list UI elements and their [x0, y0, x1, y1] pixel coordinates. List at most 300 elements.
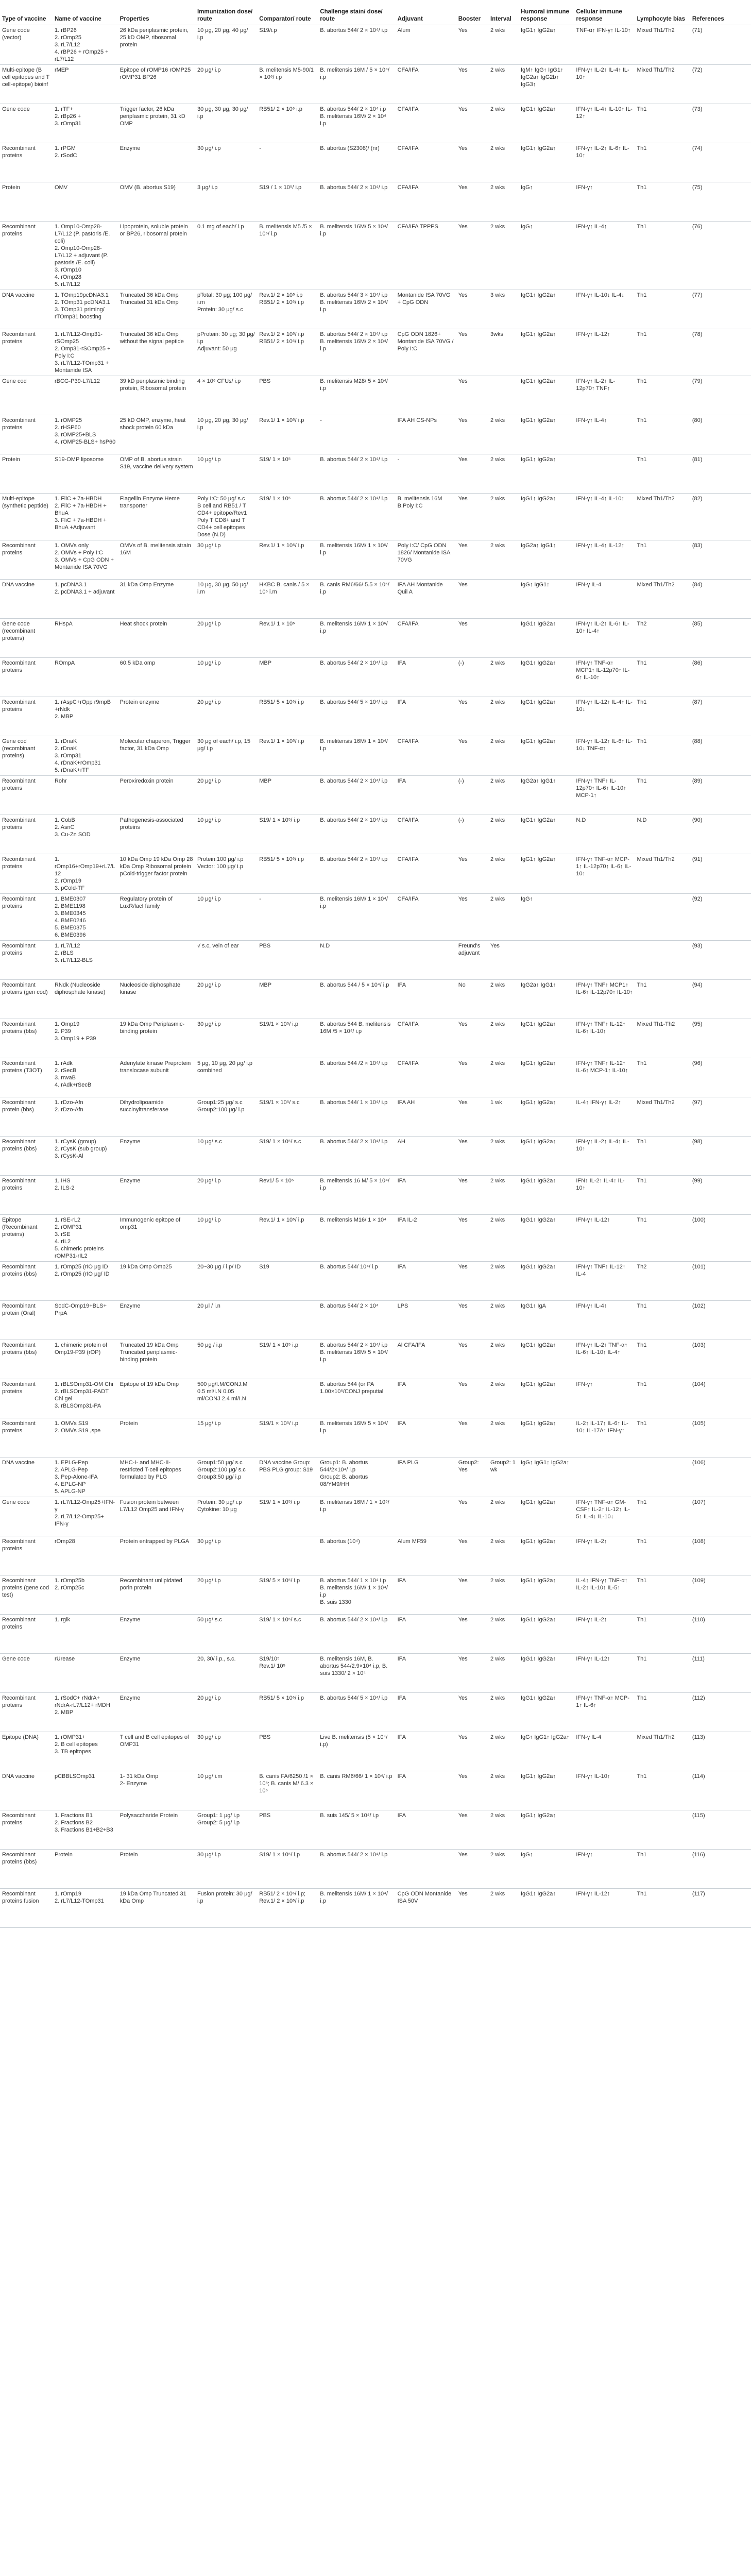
table-cell: Mixed Th1-Th2	[635, 1019, 690, 1058]
table-cell: (90)	[690, 815, 751, 854]
table-cell: Th1	[635, 1176, 690, 1215]
table-row	[0, 1497, 751, 1536]
table-cell: Regulatory protein of LuxR/lacI family	[118, 894, 195, 941]
table-cell: (105)	[690, 1418, 751, 1458]
table-cell: Recombinant protein (Oral)	[0, 1301, 53, 1340]
table-cell: 1. BME0307 2. BME1198 3. BME0345 4. BME0246 5. BME0375 6. BME0396	[53, 894, 118, 941]
column-header: Properties	[118, 0, 195, 25]
table-cell: B. canis RM6/66/ 1 × 10⁴/ i.p	[318, 1771, 395, 1810]
table-cell: CFA/IFA	[396, 815, 456, 854]
table-cell: Protein enzyme	[118, 697, 195, 736]
table-cell: 20 μg/ i.p	[195, 1176, 257, 1215]
table-cell: CFA/IFA TPPPS	[396, 222, 456, 290]
table-cell: IFN-γ IL-4	[574, 1732, 635, 1771]
table-cell: 500 μg/I.M/CONJ.M 0.5 ml/I.N 0.05 ml/CONJ 2.4 ml/I.N	[195, 1379, 257, 1418]
table-cell: Yes	[456, 1340, 488, 1379]
table-cell: Rev.1/ 1 × 10⁵	[257, 619, 318, 658]
table-row	[0, 980, 751, 1019]
table-cell: Alum MF59	[396, 1536, 456, 1575]
table-cell: -	[257, 894, 318, 941]
table-cell: B. melitensis 16M / 1 × 10⁵/ i.p	[318, 1497, 395, 1536]
table-cell: T cell and B cell epitopes of OMP31	[118, 1732, 195, 1771]
table-cell: IgG↑ IgG1↑ IgG2a↑	[519, 1732, 574, 1771]
table-cell: B. melitensis 16M/ 1 × 10⁴/ i.p	[318, 1889, 395, 1928]
table-cell: (73)	[690, 104, 751, 143]
table-cell: (103)	[690, 1340, 751, 1379]
table-cell: Protein:100 μg/ i.p Vector: 100 μg/ i.p	[195, 854, 257, 894]
table-cell: 30 μg, 30 μg, 30 μg/ i.p	[195, 104, 257, 143]
table-cell: Recombinant unlipidated porin protein	[118, 1575, 195, 1615]
table-cell: Th1	[635, 658, 690, 697]
table-cell: 1. pcDNA3.1 2. pcDNA3.1 + adjuvant	[53, 580, 118, 619]
table-cell: Yes	[456, 454, 488, 494]
table-cell: Group2: Yes	[456, 1458, 488, 1497]
table-cell: Recombinant proteins	[0, 1418, 53, 1458]
table-cell: Epitope (DNA)	[0, 1732, 53, 1771]
table-cell: IgG2a↑ IgG1↑	[519, 540, 574, 580]
table-cell: IgG1↑ IgG2a↑	[519, 1654, 574, 1693]
table-cell: N.D	[635, 815, 690, 854]
table-row	[0, 815, 751, 854]
table-cell: IFN-γ↑ IL-10↑	[574, 1771, 635, 1810]
table-cell: Th1	[635, 143, 690, 182]
table-cell: 1. rSE-rL2 2. rOMP31 3. rSE 4. rIL2 5. chimeric proteins rOMP31-rIL2	[53, 1215, 118, 1262]
table-cell: pCBBLSOmp31	[53, 1771, 118, 1810]
table-cell: 19 kDa Omp Periplasmic-binding protein	[118, 1019, 195, 1058]
table-cell	[574, 1810, 635, 1850]
table-cell: 30 μg/ i.p	[195, 540, 257, 580]
column-header: References	[690, 0, 751, 25]
table-cell: 2 wks	[488, 415, 519, 454]
table-cell: Recombinant proteins	[0, 329, 53, 376]
table-cell: rBCG-P39-L7/L12	[53, 376, 118, 415]
table-cell: 1. rL7/L12 2. rBLS 3. rL7/L12-BLS	[53, 941, 118, 980]
table-cell: 2 wks	[488, 980, 519, 1019]
table-row	[0, 1654, 751, 1693]
table-cell: IgG1↑ IgG2a↑	[519, 1058, 574, 1097]
table-cell: S19/ 1 × 10⁵/ i.p	[257, 1850, 318, 1889]
table-cell: DNA vaccine	[0, 290, 53, 329]
table-cell: 2 wks	[488, 1810, 519, 1850]
table-cell: B. abortus 544/ 5 × 10⁴/ i.p	[318, 697, 395, 736]
table-cell: IFN-γ↑ TNF↑ IL-12↑ IL-6↑ MCP-1↑ IL-10↑	[574, 1058, 635, 1097]
table-cell: IFA	[396, 1654, 456, 1693]
table-cell: IgG1↑ IgG2a↑	[519, 1097, 574, 1137]
table-cell: Protein	[0, 182, 53, 222]
table-cell: B. abortus 544/ 3 × 10⁴/ i.p B. melitensis 16M/ 2 × 10⁴/ i.p	[318, 290, 395, 329]
table-cell: IFA	[396, 1693, 456, 1732]
table-cell: B. abortus 544/ 2 × 10⁴/ i.p B. melitensis 16M/ 2 × 10⁴/ i.p	[318, 329, 395, 376]
table-cell: MBP	[257, 980, 318, 1019]
table-cell: IgG1↑ IgG2a↑	[519, 376, 574, 415]
table-row	[0, 580, 751, 619]
table-cell: 0.1 mg of each/ i.p	[195, 222, 257, 290]
table-cell: 1. rL7/L12-Omp25+IFN-γ 2. rL7/L12-Omp25+ IFN-γ	[53, 1497, 118, 1536]
table-cell: 10 μg/ i.m	[195, 1771, 257, 1810]
table-cell: SodC-Omp19+BLS+ PrpA	[53, 1301, 118, 1340]
table-cell: (82)	[690, 494, 751, 540]
table-cell: 1. rSodC+ rNdrA+ rNdrA-rL7/L12+ rMDH 2. MBP	[53, 1693, 118, 1732]
table-cell	[635, 1458, 690, 1497]
table-cell: 20~30 μg / i.p/ ID	[195, 1262, 257, 1301]
table-row	[0, 1889, 751, 1928]
table-cell: IFA	[396, 1810, 456, 1850]
table-cell	[519, 941, 574, 980]
table-cell: 1. rOmp19 2. rL7/L12-TOmp31	[53, 1889, 118, 1928]
table-cell: Th1	[635, 1340, 690, 1379]
table-cell: 20 μg/ i.p	[195, 65, 257, 104]
table-cell: 20, 30/ i.p., s.c.	[195, 1654, 257, 1693]
table-cell: Gene code	[0, 104, 53, 143]
table-row	[0, 143, 751, 182]
table-cell: 60.5 kDa omp	[118, 658, 195, 697]
table-cell: Mixed Th1/Th2	[635, 1732, 690, 1771]
table-cell: IgM↑ IgG↑ IgG1↑ IgG2a↑ IgG2b↑ IgG3↑	[519, 65, 574, 104]
table-cell: Recombinant proteins (bbs)	[0, 1019, 53, 1058]
table-cell: -	[396, 454, 456, 494]
table-cell: Th1	[635, 222, 690, 290]
table-cell: 2 wks	[488, 1850, 519, 1889]
table-cell: 1. Fractions B1 2. Fractions B2 3. Fractions B1+B2+B3	[53, 1810, 118, 1850]
table-cell: 30 μg/ i.p	[195, 143, 257, 182]
table-cell: Recombinant proteins	[0, 222, 53, 290]
table-cell: Recombinant proteins	[0, 815, 53, 854]
table-cell: IFA	[396, 1771, 456, 1810]
table-row	[0, 1215, 751, 1262]
table-cell: 20 μg/ i.p	[195, 980, 257, 1019]
table-cell: 1. rL7/L12-Omp31-rSOmp25 2. Omp31-rSOmp25 + Poly I:C 3. rL7/L12-TOmp31 + Montanide ISA	[53, 329, 118, 376]
table-cell: RNdk (Nucleoside diphosphate kinase)	[53, 980, 118, 1019]
table-row	[0, 454, 751, 494]
table-cell: Poly I:C: 50 μg/ s.c B cell and RB51 / T CD4+ epitope/Rev1 Poly T CD8+ and T CD4+ cell epitopes Dose (N.D)	[195, 494, 257, 540]
table-cell: Truncated 19 kDa Omp Truncated periplasmic-binding protein	[118, 1340, 195, 1379]
table-cell: 1. rCysK (group) 2. rCysK (sub group) 3. rCysK-Al	[53, 1137, 118, 1176]
column-header: Immunization dose/ route	[195, 0, 257, 25]
table-cell: B. abortus 544/ 2 × 10⁴/ i.p	[318, 1137, 395, 1176]
table-cell: Yes	[456, 104, 488, 143]
table-cell: Yes	[456, 1810, 488, 1850]
table-row	[0, 1732, 751, 1771]
table-cell: B. melitensis 16M/ 5 × 10⁴/ i.p	[318, 1418, 395, 1458]
table-cell: Adenylate kinase Preprotein translocase subunit	[118, 1058, 195, 1097]
table-cell: 3wks	[488, 329, 519, 376]
table-row	[0, 697, 751, 736]
table-cell: Polysaccharide Protein	[118, 1810, 195, 1850]
table-cell: Rev.1/ 1 × 10⁵/ i.p	[257, 415, 318, 454]
table-cell: Th1	[635, 329, 690, 376]
table-cell: 2 wks	[488, 1732, 519, 1771]
table-cell: IFA IL-2	[396, 1215, 456, 1262]
table-cell: B. melitensis 16M B.Poly I:C	[396, 494, 456, 540]
table-cell: IFN-γ↑ TNF-α↑ MCP1↑ IL-12p70↑ IL-6↑ IL-10↑	[574, 658, 635, 697]
table-row	[0, 1418, 751, 1458]
table-cell: Yes	[456, 1850, 488, 1889]
table-cell: IgG1↑ IgG2a↑	[519, 815, 574, 854]
table-cell: B. melitensis M5-90/1 × 10⁶/ i.p	[257, 65, 318, 104]
table-cell: 1. rOMP31+ 2. B cell epitopes 3. TB epitopes	[53, 1732, 118, 1771]
table-cell: Epitope of rOMP16 rOMP25 rOMP31 BP26	[118, 65, 195, 104]
table-cell: Recombinant proteins (gen cod)	[0, 980, 53, 1019]
table-cell: 50 μg / i.p	[195, 1340, 257, 1379]
table-cell: (112)	[690, 1693, 751, 1732]
table-cell: Group1: 1 μg/ i.p Group2: 5 μg/ i.p	[195, 1810, 257, 1850]
column-header: Type of vaccine	[0, 0, 53, 25]
table-cell: 3 wks	[488, 290, 519, 329]
table-cell: IFA	[396, 1575, 456, 1615]
table-cell: PBS	[257, 1732, 318, 1771]
table-cell: CFA/IFA	[396, 894, 456, 941]
table-cell: Th1	[635, 104, 690, 143]
table-cell: (91)	[690, 854, 751, 894]
table-cell: (116)	[690, 1850, 751, 1889]
table-cell: 50 μg/ s.c	[195, 1615, 257, 1654]
table-cell: 30 μg/ i.p	[195, 1019, 257, 1058]
table-cell: B. abortus 544 /2 × 10⁴/ i.p	[318, 1058, 395, 1097]
table-cell: (72)	[690, 65, 751, 104]
table-cell: Recombinant proteins (T3OT)	[0, 1058, 53, 1097]
table-cell: (75)	[690, 182, 751, 222]
table-cell: (89)	[690, 776, 751, 815]
table-cell: Gene cod	[0, 376, 53, 415]
table-cell: 2 wks	[488, 854, 519, 894]
table-row	[0, 25, 751, 65]
table-cell: (100)	[690, 1215, 751, 1262]
table-cell: IFA	[396, 658, 456, 697]
table-cell: (101)	[690, 1262, 751, 1301]
table-row	[0, 222, 751, 290]
table-cell: IFA AH Montanide Quil A	[396, 580, 456, 619]
table-row	[0, 1301, 751, 1340]
table-cell: Protein	[118, 1850, 195, 1889]
table-cell: Mixed Th1/Th2	[635, 25, 690, 65]
table-cell: Recombinant proteins	[0, 1536, 53, 1575]
table-cell: B. abortus 544/ 2 × 10⁴/ i.p	[318, 1850, 395, 1889]
table-cell: pProtein: 30 μg; 30 μg/ i.p Adjuvant: 50 μg	[195, 329, 257, 376]
table-cell: Th1	[635, 1850, 690, 1889]
table-cell: 30 μg/ i.p	[195, 1850, 257, 1889]
table-cell: Yes	[456, 1176, 488, 1215]
table-cell: Th1	[635, 1615, 690, 1654]
column-header: Lymphocyte bias	[635, 0, 690, 25]
table-cell: 2 wks	[488, 776, 519, 815]
table-cell: Rev.1/ 1 × 10⁵/ i.p	[257, 1215, 318, 1262]
table-row	[0, 736, 751, 776]
table-cell: RB51/ 5 × 10⁶/ i.p	[257, 854, 318, 894]
table-cell: OMP of B. abortus strain S19, vaccine delivery system	[118, 454, 195, 494]
table-cell: IL-2↑ IL-17↑ IL-6↑ IL-10↑ IL-17A↑ IFN-γ↑	[574, 1418, 635, 1458]
table-cell: CFA/IFA	[396, 104, 456, 143]
table-cell: IgG1↑ IgA	[519, 1301, 574, 1340]
table-cell: (96)	[690, 1058, 751, 1097]
table-cell: Recombinant proteins (bbs)	[0, 1262, 53, 1301]
table-cell: IFN-γ↑	[574, 1379, 635, 1418]
table-row	[0, 1771, 751, 1810]
table-row	[0, 182, 751, 222]
table-cell: IgG1↑ IgG2a↑	[519, 25, 574, 65]
table-row	[0, 415, 751, 454]
table-cell: 2 wks	[488, 1176, 519, 1215]
table-cell: CFA/IFA	[396, 143, 456, 182]
table-cell: B. melitensis 16M/ 1 × 10⁶/ i.p	[318, 619, 395, 658]
table-cell: Yes	[456, 222, 488, 290]
table-cell: Gene cod (recombinant proteins)	[0, 736, 53, 776]
table-cell: 20 μg/ i.p	[195, 1693, 257, 1732]
table-cell: B. abortus 544/ 2 × 10⁴/ i.p	[318, 776, 395, 815]
table-cell: Protein entrapped by PLGA	[118, 1536, 195, 1575]
table-cell: Yes	[456, 1137, 488, 1176]
table-cell: IFN-γ↑ TNF↑ IL-12↑ IL-4	[574, 1262, 635, 1301]
table-cell: Protein	[53, 1850, 118, 1889]
table-cell: IgG1↑ IgG2a↑	[519, 1889, 574, 1928]
table-cell: S19/1 × 10⁵/ i.p	[257, 1019, 318, 1058]
table-cell: IgG1↑ IgG2a↑	[519, 697, 574, 736]
table-cell: Th1	[635, 1575, 690, 1615]
table-cell: pTotal: 30 μg; 100 μg/ i.m Protein: 30 μg/ s.c	[195, 290, 257, 329]
table-row	[0, 1379, 751, 1418]
table-cell: IgG1↑ IgG2a↑	[519, 1137, 574, 1176]
table-cell: IFA	[396, 1176, 456, 1215]
table-cell: MBP	[257, 776, 318, 815]
table-cell: 2 wks	[488, 894, 519, 941]
table-cell: Enzyme	[118, 143, 195, 182]
table-cell: IgG1↑ IgG2a↑	[519, 1575, 574, 1615]
table-header-row	[0, 0, 751, 25]
table-row	[0, 776, 751, 815]
table-cell: IFN-γ↑ IL-2↑ IL-4↑ IL-10↑	[574, 1137, 635, 1176]
table-cell: B. abortus 544 (or PA 1.00×10⁵/CONJ preputial	[318, 1379, 395, 1418]
table-cell: (110)	[690, 1615, 751, 1654]
table-cell: (113)	[690, 1732, 751, 1771]
table-cell: Th2	[635, 619, 690, 658]
table-cell	[574, 894, 635, 941]
table-cell: Group1:50 μg/ s.c Group2:100 μg/ s.c Group3:50 μg/ i.p	[195, 1458, 257, 1497]
table-cell: Recombinant proteins	[0, 415, 53, 454]
table-cell: Recombinant proteins	[0, 1810, 53, 1850]
table-cell: 1. rOmp25 (rIO μg ID 2. rOmp25 (rIO μg/ ID	[53, 1262, 118, 1301]
table-cell: S19/ 1 × 10⁵ i.p	[257, 1340, 318, 1379]
table-cell: Yes	[456, 1693, 488, 1732]
table-cell: IgG1↑ IgG2a↑	[519, 854, 574, 894]
table-cell: IFN-γ↑ IL-4↑ IL-10↑	[574, 494, 635, 540]
table-cell: B. melitensis 16M/ 1 × 10⁴/ i.p	[318, 736, 395, 776]
table-cell: 2 wks	[488, 1418, 519, 1458]
table-row	[0, 1536, 751, 1575]
table-cell: -	[257, 143, 318, 182]
table-cell: 30 μg of each/ i.p, 15 μg/ i.p	[195, 736, 257, 776]
table-cell: B. abortus 544/ 2 × 10⁴/ i.p	[318, 182, 395, 222]
table-cell: B. abortus 544/ 2 × 10⁴	[318, 1301, 395, 1340]
table-cell: (109)	[690, 1575, 751, 1615]
table-cell	[635, 894, 690, 941]
table-cell: 2 wks	[488, 182, 519, 222]
table-cell	[635, 1810, 690, 1850]
table-cell: Yes	[456, 1058, 488, 1097]
table-cell: Th1	[635, 736, 690, 776]
table-cell: 2 wks	[488, 697, 519, 736]
table-cell: 20 μg/ i.p	[195, 697, 257, 736]
table-cell: Recombinant proteins	[0, 658, 53, 697]
table-cell: 19 kDa Omp Truncated 31 kDa Omp	[118, 1889, 195, 1928]
table-cell: (85)	[690, 619, 751, 658]
table-cell: 20 μl / i.n	[195, 1301, 257, 1340]
table-cell: Mixed Th1/Th2	[635, 1097, 690, 1137]
table-cell: Protein	[118, 1418, 195, 1458]
table-cell: IgG1↑ IgG2a↑	[519, 415, 574, 454]
table-cell: IgG1↑ IgG2a↑	[519, 1215, 574, 1262]
table-cell: 30 μg/ i.p	[195, 1732, 257, 1771]
table-cell: S19/ 1 × 10⁵/ s.c	[257, 1615, 318, 1654]
table-cell: IFN-γ↑ IL-12↑	[574, 1889, 635, 1928]
table-cell	[396, 1850, 456, 1889]
table-cell: 2 wks	[488, 1771, 519, 1810]
table-cell: IFA PLG	[396, 1458, 456, 1497]
table-row	[0, 1137, 751, 1176]
table-cell: 2 wks	[488, 494, 519, 540]
table-cell: IFN-γ IL-4	[574, 580, 635, 619]
table-cell: Th1	[635, 182, 690, 222]
table-cell: 15 μg/ i.p	[195, 1418, 257, 1458]
table-cell: 1. rBLSOmp31-OM Chi 2. rBLSOmp31-PADT Chi gel 3. rBLSOmp31-PA	[53, 1379, 118, 1418]
table-cell: 2 wks	[488, 65, 519, 104]
table-cell: 2 wks	[488, 1262, 519, 1301]
table-cell: 4 × 10⁶ CFUs/ i.p	[195, 376, 257, 415]
table-row	[0, 1097, 751, 1137]
table-cell: (95)	[690, 1019, 751, 1058]
table-cell: (86)	[690, 658, 751, 697]
table-cell: Yes	[456, 290, 488, 329]
column-header: Humoral immune response	[519, 0, 574, 25]
table-cell: HKBC B. canis / 5 × 10⁶ i.m	[257, 580, 318, 619]
table-cell: IFN-γ↑ IL-12↑	[574, 1215, 635, 1262]
table-cell: IL-4↑ IFN-γ↑ TNF-α↑ IL-2↑ IL-10↑ IL-5↑	[574, 1575, 635, 1615]
table-cell: 10 μg/ i.p	[195, 1215, 257, 1262]
table-cell: Multi-epitope (B cell epitopes and T cell-epitope) bioinf	[0, 65, 53, 104]
table-cell: Yes	[456, 1418, 488, 1458]
column-header: Cellular immune response	[574, 0, 635, 25]
table-cell: 1 wk	[488, 1097, 519, 1137]
table-cell: Th1	[635, 776, 690, 815]
table-cell: (80)	[690, 415, 751, 454]
table-cell: IFN-γ↑ TNF↑ MCP1↑ IL-6↑ IL-12p70↑ IL-10↑	[574, 980, 635, 1019]
table-cell: 10 μg/ i.p	[195, 815, 257, 854]
table-cell	[396, 941, 456, 980]
table-cell: (102)	[690, 1301, 751, 1340]
table-cell: Yes	[456, 415, 488, 454]
table-row	[0, 1615, 751, 1654]
table-cell: Flagellin Enzyme Heme transporter	[118, 494, 195, 540]
table-cell: 3 μg/ i.p	[195, 182, 257, 222]
table-cell: 10 μg, 30 μg, 50 μg/ i.m	[195, 580, 257, 619]
table-cell: 1. rOMP25 2. rHSP60 3. rOMP25+BLS 4. rOMP25-BLS+ hsP60	[53, 415, 118, 454]
table-cell: IgG1↑ IgG2a↑	[519, 1536, 574, 1575]
table-cell: (97)	[690, 1097, 751, 1137]
table-cell: B. abortus (S2308)/ (nr)	[318, 143, 395, 182]
table-cell: IFN-γ↑ IL-4↑	[574, 1301, 635, 1340]
table-cell: N.D	[318, 941, 395, 980]
table-cell	[396, 376, 456, 415]
table-cell: Multi-epitope (synthetic peptide)	[0, 494, 53, 540]
table-cell: Yes	[456, 697, 488, 736]
table-row	[0, 1058, 751, 1097]
table-cell: Enzyme	[118, 1693, 195, 1732]
table-cell: 2 wks	[488, 658, 519, 697]
table-cell: IgG1↑ IgG2a↑	[519, 1693, 574, 1732]
table-cell: Yes	[456, 580, 488, 619]
table-cell: LPS	[396, 1301, 456, 1340]
table-cell	[257, 1058, 318, 1097]
table-cell: B. abortus 544 / 5 × 10⁴/ i.p	[318, 980, 395, 1019]
table-cell: B. melitensis 16M/ 5 × 10⁴/ i.p	[318, 222, 395, 290]
